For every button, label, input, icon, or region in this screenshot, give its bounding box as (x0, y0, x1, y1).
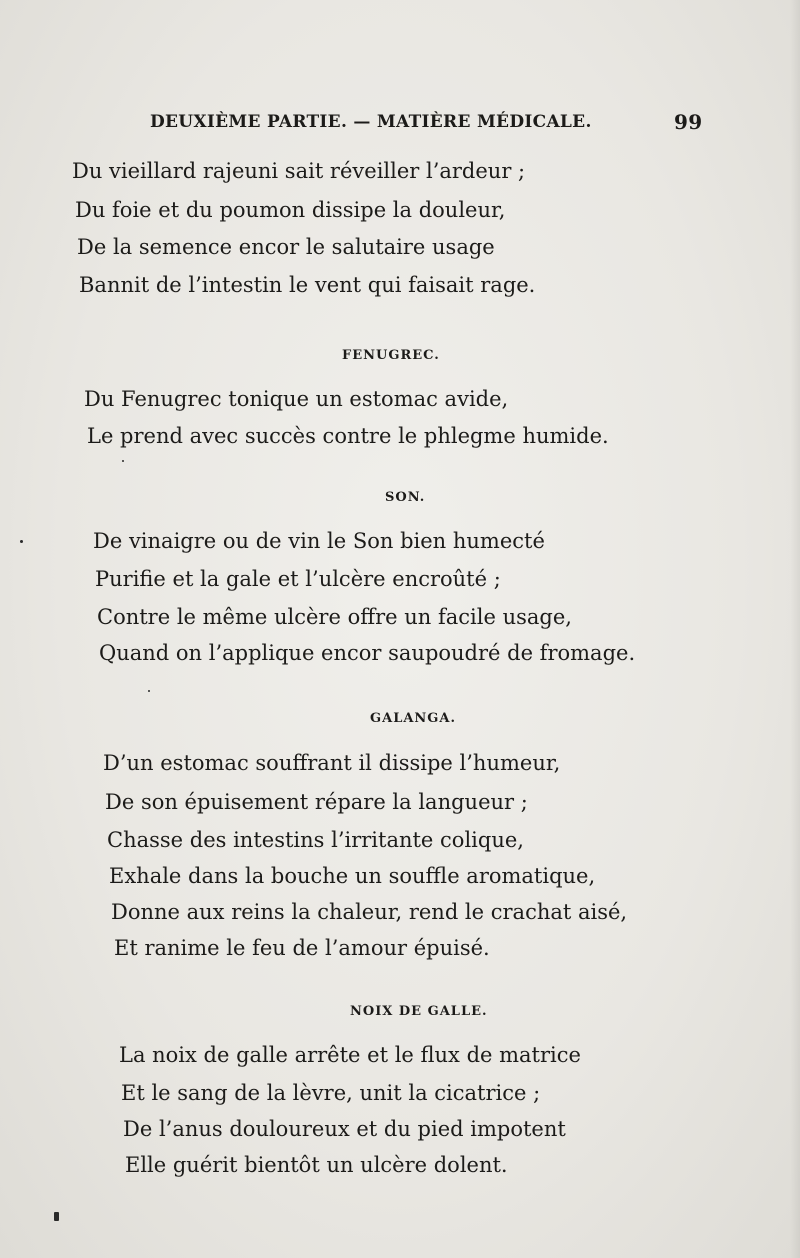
page-number: 99 (674, 110, 703, 134)
running-title: DEUXIÈME PARTIE. — MATIÈRE MÉDICALE. (150, 112, 592, 132)
verse-line: Et le sang de la lèvre, unit la cicatrice ; (121, 1081, 541, 1105)
verse-line: Du vieillard rajeuni sait réveiller l’ardeur ; (72, 159, 526, 183)
verse-line: Quand on l’applique encor saupoudré de fromage. (99, 641, 636, 665)
verse-line: Contre le même ulcère offre un facile usage, (97, 605, 572, 629)
verse-line: De l’anus douloureux et du pied impotent (123, 1117, 566, 1141)
page-edge-shadow (790, 0, 800, 1258)
section-heading-noix-de-galle: NOIX DE GALLE. (350, 1004, 488, 1019)
verse-line: De la semence encor le salutaire usage (77, 235, 495, 259)
section-heading-fenugrec: FENUGREC. (342, 348, 440, 363)
verse-line: Bannit de l’intestin le vent qui faisait rage. (79, 273, 536, 297)
ink-speck (148, 690, 150, 692)
verse-line: Purifie et la gale et l’ulcère encroûté ; (95, 567, 501, 591)
verse-line: De son épuisement répare la langueur ; (105, 790, 528, 814)
verse-line: Du foie et du poumon dissipe la douleur, (75, 198, 506, 222)
section-heading-son: SON. (385, 490, 426, 505)
page-header (150, 112, 710, 138)
ink-speck (122, 460, 124, 462)
verse-line: De vinaigre ou de vin le Son bien humecté (93, 529, 545, 553)
verse-line: Elle guérit bientôt un ulcère dolent. (125, 1153, 508, 1177)
verse-line: La noix de galle arrête et le flux de matrice (119, 1043, 581, 1067)
ink-speck (54, 1212, 59, 1221)
verse-line: Et ranime le feu de l’amour épuisé. (114, 936, 490, 960)
section-heading-galanga: GALANGA. (370, 711, 457, 726)
verse-line: Donne aux reins la chaleur, rend le crachat aisé, (111, 900, 628, 924)
verse-line: Le prend avec succès contre le phlegme humide. (87, 424, 609, 448)
verse-line: D’un estomac souffrant il dissipe l’humeur, (103, 751, 561, 775)
verse-line: Du Fenugrec tonique un estomac avide, (84, 387, 509, 411)
ink-speck (20, 540, 23, 543)
verse-line: Exhale dans la bouche un souffle aromatique, (109, 864, 596, 888)
verse-line: Chasse des intestins l’irritante colique, (107, 828, 524, 852)
